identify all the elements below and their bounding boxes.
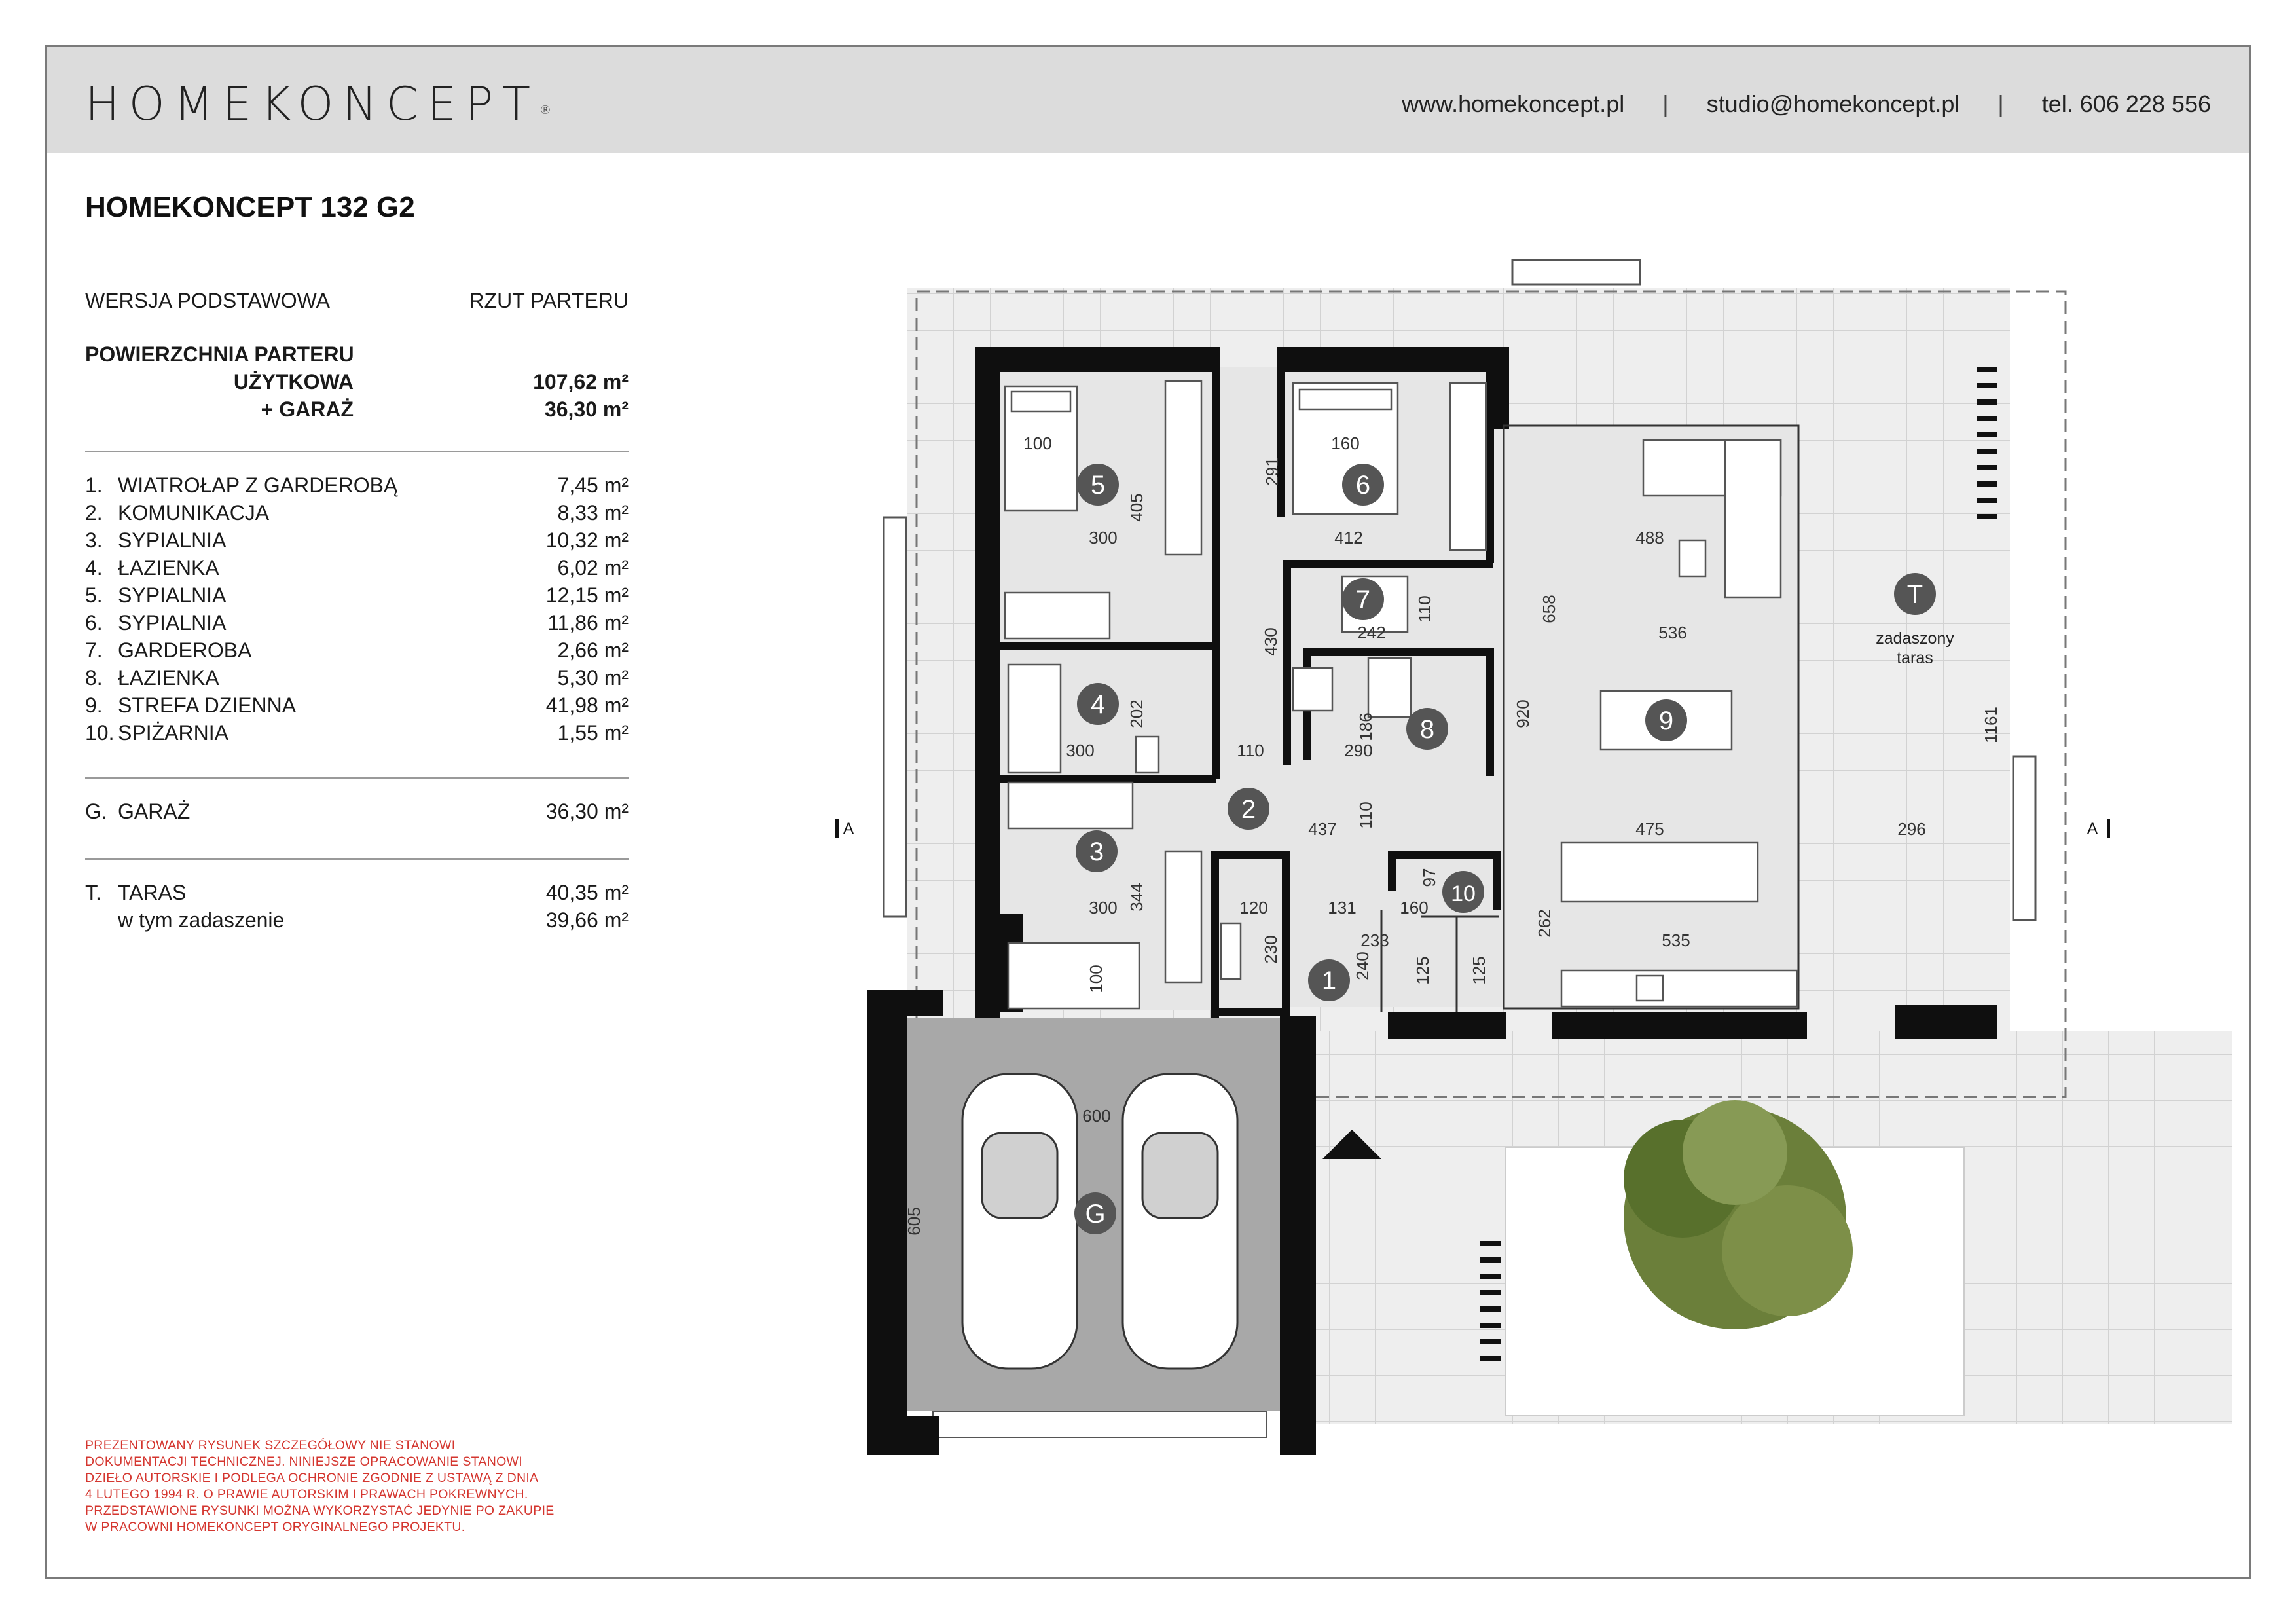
room-area: 8,33 m² bbox=[557, 501, 629, 525]
registered-mark: ® bbox=[539, 103, 551, 117]
dim-label: 202 bbox=[1127, 699, 1146, 728]
room-area: 1,55 m² bbox=[557, 721, 629, 745]
room-name: ŁAZIENKA bbox=[118, 666, 219, 690]
room-row bbox=[85, 581, 629, 609]
dim-label: 290 bbox=[1344, 741, 1373, 760]
terrace-label-2: taras bbox=[1897, 649, 1933, 667]
email-link[interactable]: studio@homekoncept.pl bbox=[1706, 90, 1960, 117]
divider bbox=[85, 858, 629, 860]
section-mark-right: A bbox=[2087, 820, 2098, 838]
dim-label: 430 bbox=[1261, 627, 1281, 656]
dim-label: 160 bbox=[1400, 898, 1429, 917]
dim-label: 125 bbox=[1413, 956, 1432, 985]
project-title: HOMEKONCEPT 132 G2 bbox=[85, 191, 415, 223]
room-name: ŁAZIENKA bbox=[118, 556, 219, 580]
divider bbox=[85, 777, 629, 779]
room-number: 1. bbox=[85, 473, 103, 497]
room-row bbox=[85, 637, 629, 664]
room-row bbox=[85, 609, 629, 637]
section-mark-left: A bbox=[843, 820, 854, 838]
dim-label: 405 bbox=[1127, 493, 1146, 522]
usable-value: 107,62 m² bbox=[533, 370, 629, 394]
room-name: SYPIALNIA bbox=[118, 611, 227, 635]
room-row bbox=[85, 719, 629, 747]
dim-label: 233 bbox=[1360, 931, 1389, 950]
dim-label: 1161 bbox=[1981, 707, 2001, 743]
room-name: WIATROŁAP Z GARDEROBĄ bbox=[118, 473, 398, 497]
dim-label: 242 bbox=[1357, 623, 1386, 642]
usable-label: UŻYTKOWA bbox=[233, 370, 354, 394]
room-marker-1: 1 bbox=[1321, 967, 1337, 995]
room-number: 9. bbox=[85, 693, 103, 717]
dim-label: 300 bbox=[1089, 898, 1118, 917]
brand-logo[interactable] bbox=[85, 77, 551, 131]
room-number: 4. bbox=[85, 556, 103, 580]
garage-name: GARAŻ bbox=[118, 800, 191, 823]
version-row bbox=[85, 287, 629, 314]
room-area: 10,32 m² bbox=[545, 528, 629, 552]
dim-label: 920 bbox=[1513, 699, 1533, 728]
room-name: SPIŻARNIA bbox=[118, 721, 228, 745]
room-area: 7,45 m² bbox=[557, 473, 629, 497]
version-label: WERSJA PODSTAWOWA bbox=[85, 289, 330, 312]
disclaimer-line: PREZENTOWANY RYSUNEK SZCZEGÓŁOWY NIE STANOWI bbox=[85, 1438, 456, 1452]
room-number: 7. bbox=[85, 638, 103, 662]
room-marker-8: 8 bbox=[1419, 715, 1435, 744]
dim-label: 296 bbox=[1897, 819, 1926, 839]
room-name: GARDEROBA bbox=[118, 638, 252, 662]
dim-label: 600 bbox=[1082, 1106, 1111, 1126]
dim-label: 160 bbox=[1331, 434, 1360, 453]
dim-label: 475 bbox=[1635, 819, 1664, 839]
dim-label: 100 bbox=[1086, 965, 1106, 993]
dim-label: 240 bbox=[1353, 951, 1372, 980]
side-window-left bbox=[884, 517, 906, 917]
room-area: 11,86 m² bbox=[547, 611, 629, 635]
dim-label: 300 bbox=[1089, 528, 1118, 547]
garage-area: 36,30 m² bbox=[545, 800, 629, 823]
room-list bbox=[85, 471, 629, 747]
room-number: 8. bbox=[85, 666, 103, 690]
separator: | bbox=[1997, 90, 2004, 117]
terrace-sub-name: w tym zadaszenie bbox=[118, 908, 285, 932]
area-heading: POWIERZCHNIA PARTERU bbox=[85, 342, 354, 366]
terrace-sub-area: 39,66 m² bbox=[545, 908, 629, 932]
dim-label: 605 bbox=[904, 1207, 924, 1236]
room-marker-4: 4 bbox=[1090, 690, 1106, 719]
room-name: KOMUNIKACJA bbox=[118, 501, 270, 525]
logo-text: HOMEKONCEPT bbox=[85, 77, 539, 131]
room-area: 41,98 m² bbox=[545, 693, 629, 717]
dim-label: 535 bbox=[1662, 931, 1690, 950]
room-name: SYPIALNIA bbox=[118, 528, 227, 552]
room-marker-6: 6 bbox=[1355, 471, 1371, 500]
terrace-name: TARAS bbox=[118, 881, 187, 904]
room-number: 10. bbox=[85, 721, 115, 745]
room-marker-g: G bbox=[1085, 1200, 1106, 1228]
copyright-disclaimer bbox=[85, 1437, 635, 1536]
disclaimer-line: W PRACOWNI HOMEKONCEPT ORYGINALNEGO PROJEKTU. bbox=[85, 1520, 465, 1534]
terrace-num: T. bbox=[85, 881, 101, 904]
garage-sum-label: + GARAŻ bbox=[261, 397, 354, 421]
phone-link[interactable]: tel. 606 228 556 bbox=[2041, 90, 2211, 117]
room-marker-3: 3 bbox=[1089, 838, 1104, 866]
room-marker-9: 9 bbox=[1658, 707, 1674, 735]
room-row bbox=[85, 471, 629, 499]
dim-label: 412 bbox=[1334, 528, 1363, 547]
room-row bbox=[85, 664, 629, 692]
terrace-rows bbox=[85, 879, 629, 934]
dim-label: 131 bbox=[1328, 898, 1357, 917]
dim-label: 100 bbox=[1023, 434, 1052, 453]
dim-label: 230 bbox=[1261, 935, 1281, 964]
garage-sum-value: 36,30 m² bbox=[544, 397, 629, 421]
dim-label: 262 bbox=[1535, 909, 1554, 938]
dim-label: 110 bbox=[1356, 802, 1376, 829]
room-row bbox=[85, 554, 629, 581]
room-number: 6. bbox=[85, 611, 103, 635]
room-area: 12,15 m² bbox=[545, 583, 629, 607]
view-label: RZUT PARTERU bbox=[469, 289, 629, 312]
dim-label: 300 bbox=[1066, 741, 1095, 760]
room-area: 2,66 m² bbox=[557, 638, 629, 662]
room-name: SYPIALNIA bbox=[118, 583, 227, 607]
contact-info bbox=[1402, 90, 2211, 118]
dim-label: 186 bbox=[1356, 712, 1376, 741]
dim-label: 110 bbox=[1237, 741, 1264, 760]
terrace-label-1: zadaszony bbox=[1876, 629, 1954, 648]
room-marker-7: 7 bbox=[1355, 585, 1371, 614]
disclaimer-line: PRZEDSTAWIONE RYSUNKI MOŻNA WYKORZYSTAĆ JEDYNIE PO ZAKUPIE bbox=[85, 1504, 555, 1518]
dim-label: 291 bbox=[1262, 457, 1282, 486]
room-row bbox=[85, 499, 629, 526]
website-link[interactable]: www.homekoncept.pl bbox=[1402, 90, 1625, 117]
divider bbox=[85, 451, 629, 452]
terrace-area: 40,35 m² bbox=[545, 881, 629, 904]
dim-label: 97 bbox=[1419, 868, 1439, 887]
separator: | bbox=[1662, 90, 1669, 117]
floor-plan bbox=[818, 255, 2232, 1467]
header-bar bbox=[47, 47, 2249, 153]
garage-row bbox=[85, 798, 629, 825]
dim-label: 125 bbox=[1469, 956, 1489, 985]
room-area: 5,30 m² bbox=[557, 666, 629, 690]
room-number: 5. bbox=[85, 583, 103, 607]
room-marker-5: 5 bbox=[1090, 471, 1106, 500]
dim-label: 344 bbox=[1127, 883, 1146, 912]
area-summary bbox=[85, 341, 629, 423]
room-number: 3. bbox=[85, 528, 103, 552]
disclaimer-line: DOKUMENTACJI TECHNICZNEJ. NINIEJSZE OPRACOWANIE STANOWI bbox=[85, 1454, 522, 1469]
dim-label: 488 bbox=[1635, 528, 1664, 547]
dim-label: 536 bbox=[1658, 623, 1687, 642]
room-marker-t: T bbox=[1906, 580, 1923, 609]
garage-num: G. bbox=[85, 800, 107, 823]
dim-label: 437 bbox=[1308, 819, 1337, 839]
top-window-box bbox=[1512, 260, 1640, 284]
disclaimer-line: 4 LUTEGO 1994 R. O PRAWIE AUTORSKIM I PRAWACH POKREWNYCH. bbox=[85, 1487, 528, 1502]
disclaimer-line: DZIEŁO AUTORSKIE I PODLEGA OCHRONIE ZGODNIE Z USTAWĄ Z DNIA bbox=[85, 1471, 539, 1485]
dim-label: 658 bbox=[1539, 595, 1559, 623]
room-name: STREFA DZIENNA bbox=[118, 693, 297, 717]
dim-label: 110 bbox=[1415, 595, 1434, 623]
room-number: 2. bbox=[85, 501, 103, 525]
dim-label: 120 bbox=[1239, 898, 1268, 917]
room-marker-2: 2 bbox=[1241, 795, 1256, 824]
garage-door-zone bbox=[933, 1411, 1267, 1437]
room-row bbox=[85, 692, 629, 719]
room-row bbox=[85, 526, 629, 554]
room-area: 6,02 m² bbox=[557, 556, 629, 580]
side-window-right bbox=[2013, 756, 2035, 920]
room-marker-10: 10 bbox=[1451, 881, 1476, 906]
